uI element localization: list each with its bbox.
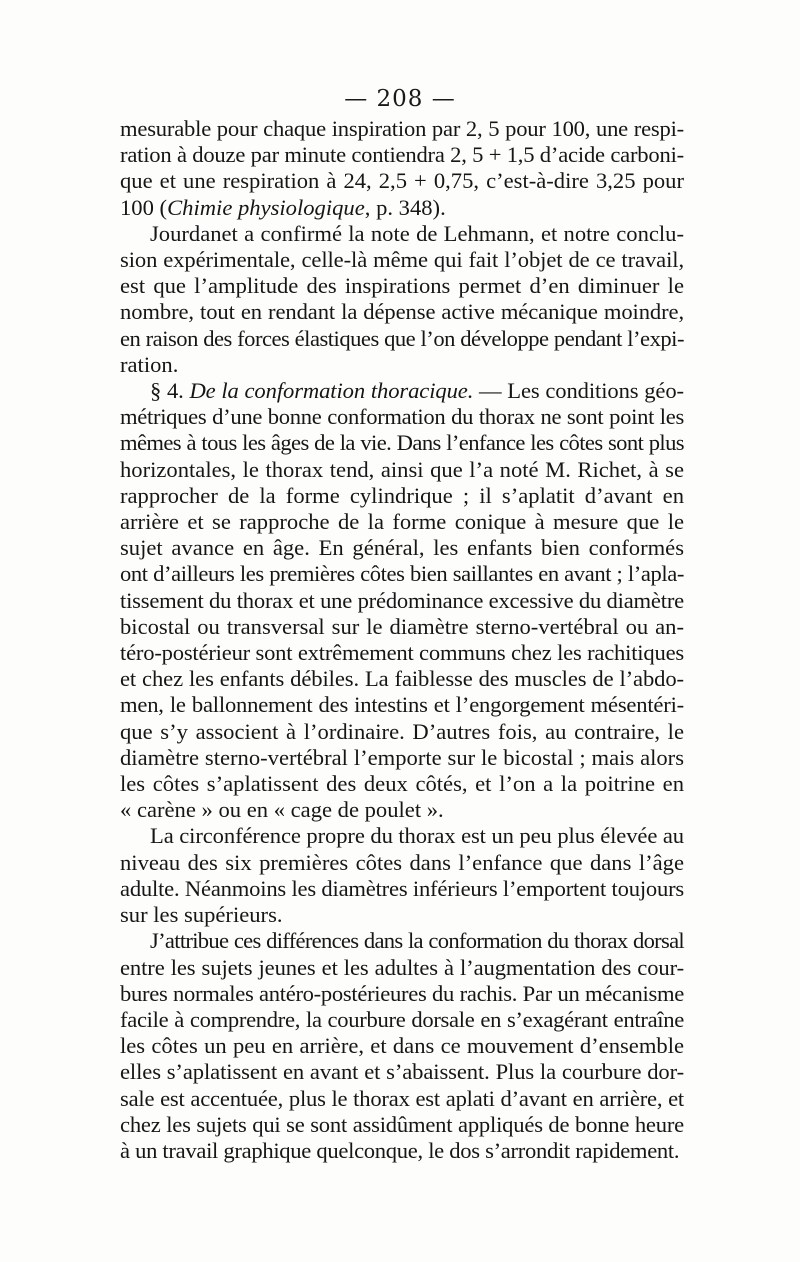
paragraph bbox=[120, 928, 684, 1164]
text-line: Jourdanet a confirmé la note de Lehmann, et notre conclu- bbox=[150, 220, 684, 246]
text-line: § 4. De la conformation thoracique. — Les conditions géo- bbox=[150, 378, 684, 404]
text-line: adulte. Néanmoins les diamètres inférieurs l’emportent toujours bbox=[120, 875, 685, 901]
text-line: métriques d’une bonne conformation du thorax ne sont point les bbox=[120, 404, 684, 430]
text-line: ont d’ailleurs les premières côtes bien saillantes en avant ; l’apla- bbox=[120, 561, 684, 587]
text-line: chez les sujets qui se sont assidûment appliqués de bonne heure bbox=[120, 1111, 684, 1137]
italic-text: Chimie physiologique bbox=[167, 194, 365, 220]
text-line: La circonférence propre du thorax est un peu plus élevée au bbox=[150, 823, 684, 849]
page-number: — 208 — bbox=[344, 86, 456, 112]
text-line: que et une respiration à 24, 2,5 + 0,75, c’est-à-dire 3,25 pour bbox=[120, 168, 684, 194]
text-line: et chez les enfants débiles. La faiblesse des muscles de l’abdo- bbox=[120, 666, 684, 692]
paragraph bbox=[120, 116, 684, 221]
text-line: niveau des six premières côtes dans l’enfance que dans l’âge bbox=[120, 849, 684, 875]
text-line: diamètre sterno-vertébral l’emporte sur le bicostal ; mais alors bbox=[120, 744, 684, 770]
text-line: rapprocher de la forme cylindrique ; il s’aplatit d’avant en bbox=[120, 482, 684, 508]
text-line: sur les supérieurs. bbox=[120, 902, 283, 928]
text-line: arrière et se rapproche de la forme conique à mesure que le bbox=[120, 509, 684, 535]
text-line: sale est accentuée, plus le thorax est aplati d’avant en arrière, et bbox=[120, 1085, 684, 1111]
text-line: « carène » ou en « cage de poulet ». bbox=[120, 797, 444, 823]
text-line: que s’y associent à l’ordinaire. D’autres fois, au contraire, le bbox=[120, 718, 684, 744]
text-line: mêmes à tous les âges de la vie. Dans l’enfance les côtes sont plus bbox=[120, 430, 684, 456]
text-line: bicostal ou transversal sur le diamètre sterno-vertébral ou an- bbox=[120, 613, 684, 639]
paragraph bbox=[120, 823, 684, 928]
text-line: sujet avance en âge. En général, les enfants bien conformés bbox=[120, 535, 684, 561]
text-line: facile à comprendre, la courbure dorsale en s’exagérant entraîne bbox=[120, 1006, 684, 1032]
text-line: entre les sujets jeunes et les adultes à l’augmentation des cour- bbox=[120, 954, 684, 980]
text-line: J’attribue ces différences dans la conformation du thorax dorsal bbox=[150, 928, 684, 954]
text-line: bures normales antéro-postérieures du rachis. Par un mécanisme bbox=[120, 980, 684, 1006]
text-line: mesurable pour chaque inspiration par 2, 5 pour 100, une respi- bbox=[120, 116, 684, 141]
text-line: men, le ballonnement des intestins et l’engorgement mésentéri- bbox=[120, 692, 684, 718]
text-line: 100 (Chimie physiologique, p. 348). bbox=[120, 194, 446, 220]
text-line: horizontales, le thorax tend, ainsi que l’a noté M. Richet, à se bbox=[120, 456, 684, 482]
text-line: elles s’aplatissent en avant et s’abaissent. Plus la courbure dor- bbox=[120, 1059, 684, 1085]
text-line: nombre, tout en rendant la dépense active mécanique moindre, bbox=[120, 299, 684, 325]
text-line: ration. bbox=[120, 351, 179, 377]
text-line: ration à douze par minute contiendra 2, 5 + 1,5 d’acide carboni- bbox=[120, 142, 684, 168]
paragraph bbox=[120, 221, 684, 378]
text-line: à un travail graphique quelconque, le dos s’arrondit rapidement. bbox=[120, 1137, 680, 1163]
text-line: sion expérimentale, celle-là même qui fait l’objet de ce travail, bbox=[120, 247, 684, 273]
text-line: est que l’amplitude des inspirations permet d’en diminuer le bbox=[120, 273, 684, 299]
text-line: en raison des forces élastiques que l’on développe pendant l’expi- bbox=[120, 325, 684, 351]
italic-text: De la conformation thoracique. bbox=[189, 378, 474, 404]
body-text bbox=[120, 116, 684, 1164]
text-line: tissement du thorax et une prédominance excessive du diamètre bbox=[120, 587, 684, 613]
text-line: les côtes un peu en arrière, et dans ce mouvement d’ensemble bbox=[120, 1033, 684, 1059]
text-line: téro-postérieur sont extrêmement communs chez les rachitiques bbox=[120, 640, 684, 666]
text-line: les côtes s’aplatissent des deux côtés, et l’on a la poitrine en bbox=[120, 771, 684, 797]
paragraph bbox=[120, 378, 684, 823]
